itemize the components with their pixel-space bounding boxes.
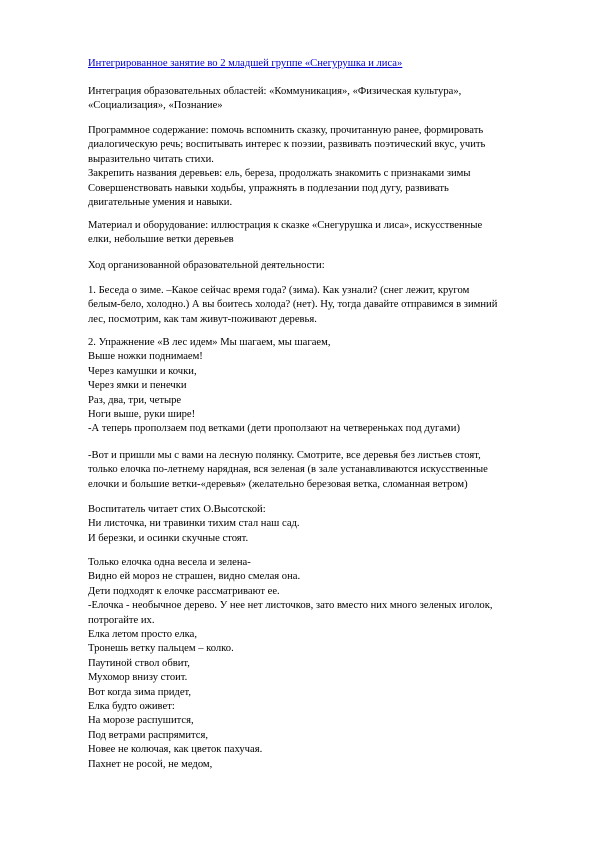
text-line: Воспитатель читает стих О.Высотской: [88,504,266,515]
title-link[interactable]: Интегрированное занятие во 2 младшей группе «Снегурушка и лиса» [88,58,403,69]
text-line: «Социализация», «Познание» [88,100,223,112]
text-line: Материал и оборудование: иллюстрация к сказке «Снегурушка и лиса», искусственные [88,220,483,231]
text-line: -Елочка - необычное дерево. У нее нет листочков, зато вместо них много зеленых иголок, [88,600,493,612]
text-line: Выше ножки поднимаем! [88,351,203,363]
text-line: Совершенствовать навыки ходьбы, упражнять в подлезании под дугу, развивать [88,182,449,194]
materials-paragraph [88,219,558,248]
text-line: Интеграция образовательных областей: «Коммуникация», «Физическая культура», [88,86,462,97]
text-line: елочки и большие ветки-«деревья» (желательно березовая ветка, сломанная ветром) [88,478,468,490]
text-line: И березки, и осинки скучные стоят. [88,532,249,544]
text-line: Под ветрами распрямится, [88,729,208,741]
text-line: только елочка по-летнему нарядная, вся зеленая (в зале устанавливаются искусственные [88,464,488,476]
section-exercise [88,336,558,437]
program-paragraph [88,124,558,210]
integration-paragraph [88,85,558,114]
text-line: Новее не колючая, как цветок пахучая. [88,744,263,756]
text-line: Раз, два, три, четыре [88,394,182,406]
text-line: Ноги выше, руки шире! [88,409,196,421]
text-line: Пахнет не росой, не медом, [88,758,213,770]
section-poem [88,503,558,546]
text-line: Закрепить названия деревьев: ель, береза, продолжать знакомить с признаками зимы [88,168,471,180]
text-line: Только елочка одна весела и зелена- [88,557,251,568]
section-glade [88,449,558,492]
section-fir [88,556,558,772]
document-title[interactable] [88,57,558,71]
text-line: На морозе распушится, [88,715,194,727]
text-line: -Вот и пришли мы с вами на лесную полянку. Смотрите, все деревья без листьев стоят, [88,450,481,461]
text-line: Ход организованной образовательной деятельности: [88,260,325,271]
text-line: Тронешь ветку пальцем – колко. [88,643,234,655]
text-line: Вот когда зима придет, [88,686,192,698]
text-line: диалогическую речь; воспитывать интерес к поэзии, развивать поэтический вкус, учить [88,139,486,151]
section-conversation [88,284,558,327]
text-line: 2. Упражнение «В лес идем» Мы шагаем, мы шагаем, [88,337,331,348]
text-line: елки, небольшие ветки деревьев [88,234,234,246]
text-line: Паутиной ствол обвит, [88,657,190,669]
text-line: Ни листочка, ни травинки тихим стал наш сад. [88,518,300,530]
course-heading [88,259,558,273]
text-line: Через камушки и кочки, [88,365,197,377]
text-line: Программное содержание: помочь вспомнить сказку, прочитанную ранее, формировать [88,125,484,136]
text-line: Через ямки и пенечки [88,380,187,392]
text-line: Дети подходят к елочке рассматривают ее. [88,585,280,597]
text-line: Мухомор внизу стоит. [88,672,188,684]
text-line: лес, посмотрим, как там живут-поживают деревья. [88,313,317,325]
text-line: Елка летом просто елка, [88,629,198,641]
text-line: белым-бело, холодно.) А вы боитесь холода? (нет). Ну, тогда давайте отправимся в зимний [88,299,498,311]
text-line: потрогайте их. [88,614,155,626]
text-line: двигательные умения и навыки. [88,197,233,209]
text-line: выразительно читать стихи. [88,153,214,165]
text-line: Видно ей мороз не страшен, видно смелая она. [88,571,301,583]
text-line: Елка будто оживет: [88,701,175,713]
text-line: 1. Беседа о зиме. –Какое сейчас время года? (зима). Как узнали? (снег лежит, кругом [88,285,470,296]
text-line: -А теперь проползаем под ветками (дети проползают на четвереньках под дугами) [88,423,460,435]
